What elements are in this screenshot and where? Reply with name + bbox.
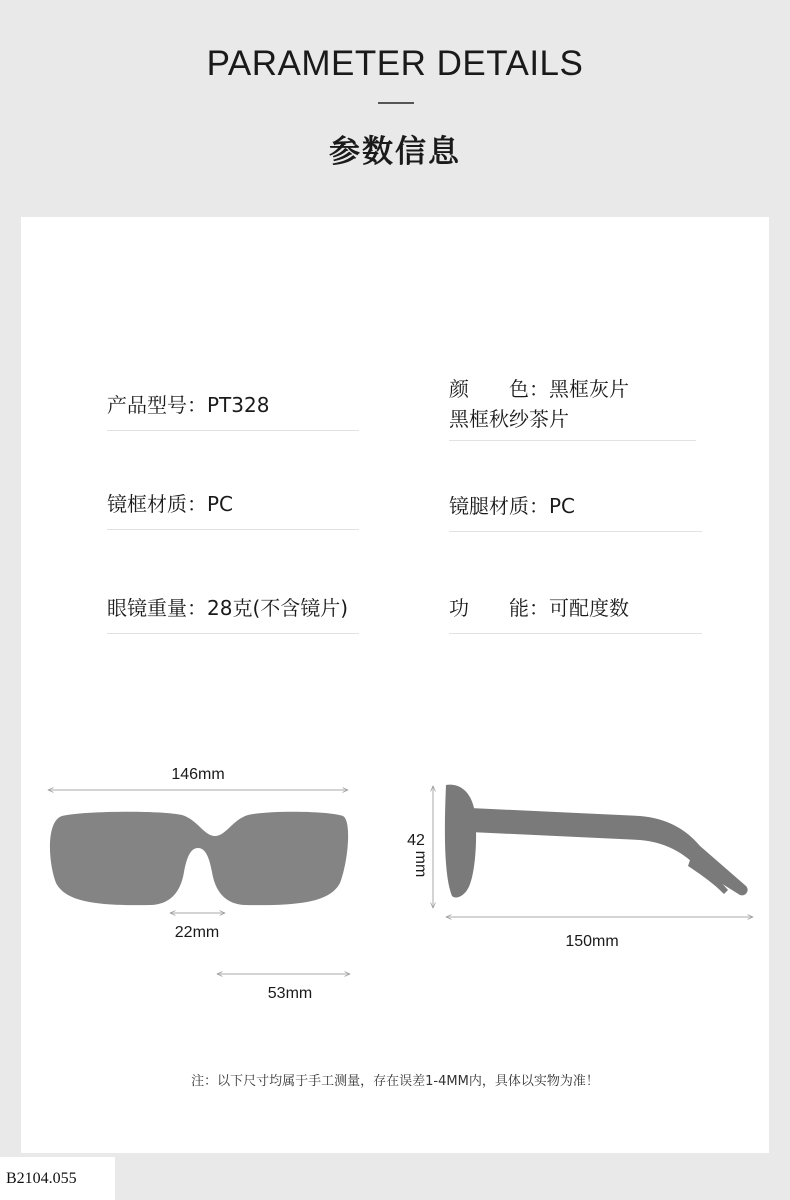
- lens-height-unit: mm: [412, 850, 429, 878]
- param-weight-label: 眼镜重量：: [107, 596, 207, 620]
- total-width-label: 146mm: [171, 766, 225, 783]
- param-color-value: 黑框灰片: [549, 377, 629, 401]
- param-temple-material-value: PC: [549, 494, 576, 518]
- param-function-label: 功 能：: [449, 596, 549, 620]
- measurement-note: 注：以下尺寸均属于手工测量，存在误差1-4MM内，具体以实物为准！: [191, 1074, 599, 1089]
- page-subtitle: 参数信息: [329, 134, 461, 170]
- param-frame-material-label: 镜框材质：: [107, 492, 207, 516]
- side-view-sunglasses: [445, 785, 748, 898]
- temple-length-label: 150mm: [565, 933, 619, 950]
- lens-width-label: 53mm: [267, 985, 313, 1002]
- page-title: PARAMETER DETAILS: [206, 44, 584, 83]
- param-frame-material-value: PC: [207, 492, 234, 516]
- param-weight-value: 28克(不含镜片): [207, 596, 349, 620]
- param-function-value: 可配度数: [549, 596, 629, 620]
- param-model-label: 产品型号：: [107, 393, 207, 417]
- bridge-label: 22mm: [174, 924, 220, 941]
- param-model-value: PT328: [207, 393, 270, 417]
- product-code-badge: B2104.055: [0, 1157, 115, 1200]
- param-color-label: 颜 色：: [449, 377, 549, 401]
- front-view-sunglasses: [50, 812, 348, 905]
- param-temple-material-label: 镜腿材质：: [449, 494, 549, 518]
- param-color-value-line2: 黑框秋纱茶片: [449, 407, 569, 431]
- lens-height-label: 42: [407, 832, 425, 849]
